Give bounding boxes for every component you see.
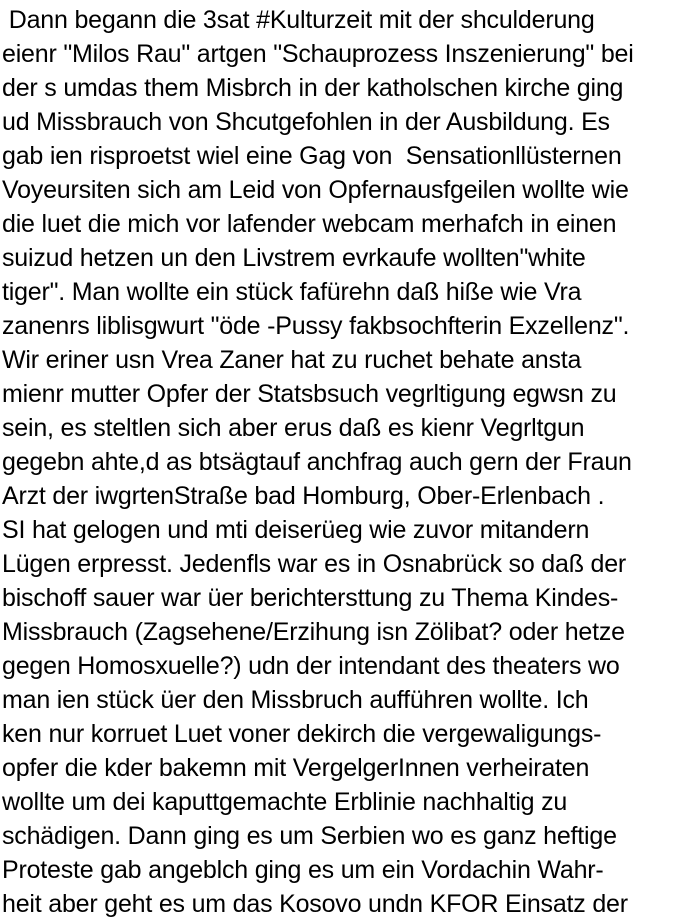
text-line: schädigen. Dann ging es um Serbien wo es ganz heftige	[2, 822, 617, 850]
text-line: tiger". Man wollte ein stück fafürehn daß hiße wie Vra	[2, 278, 582, 306]
paragraph-text	[2, 3, 684, 920]
text-line: zanenrs liblisgwurt "öde -Pussy fakbsochfterin Exzellenz".	[2, 312, 630, 340]
text-line: Missbrauch (Zagsehene/Erzihung isn Zölibat? oder hetze	[2, 618, 625, 646]
text-line: sein, es steltlen sich aber erus daß es kienr Vegrltgun	[2, 414, 585, 442]
text-line: die luet die mich vor lafender webcam merhafch in einen	[2, 210, 617, 238]
text-line: heit aber geht es um das Kosovo undn KFOR Einsatz der	[2, 890, 628, 918]
text-line: der s umdas them Misbrch in der katholschen kirche ging	[2, 74, 624, 102]
text-line: SI hat gelogen und mti deiserüeg wie zuvor mitandern	[2, 516, 590, 544]
text-line: opfer die kder bakemn mit VergelgerInnen verheiraten	[2, 754, 590, 782]
text-line: ken nur korruet Luet voner dekirch die vergewaligungs-	[2, 720, 602, 748]
text-line: man ien stück üer den Missbruch aufführen wollte. Ich	[2, 686, 589, 714]
text-line: gab ien risproetst wiel eine Gag von Sensationllüsternen	[2, 142, 622, 170]
text-line: gegebn ahte,d as btsägtauf anchfrag auch gern der Fraun	[2, 448, 632, 476]
text-line: Arzt der iwgrtenStraße bad Homburg, Ober-Erlenbach .	[2, 482, 605, 510]
text-line: Voyeursiten sich am Leid von Opfernausfgeilen wollte wie	[2, 176, 629, 204]
text-line: Lügen erpresst. Jedenfls war es in Osnabrück so daß der	[2, 550, 627, 578]
text-line: mienr mutter Opfer der Statsbsuch vegrltigung egwsn zu	[2, 380, 617, 408]
text-line: suizud hetzen un den Livstrem evrkaufe wollten"white	[2, 244, 586, 272]
text-line: wollte um dei kaputtgemachte Erblinie nachhaltig zu	[2, 788, 568, 816]
text-line: Wir eriner usn Vrea Zaner hat zu ruchet behate ansta	[2, 346, 582, 374]
text-line: Proteste gab angeblch ging es um ein Vordachin Wahr-	[2, 856, 604, 884]
text-line: gegen Homosxuelle?) udn der intendant des theaters wo	[2, 652, 620, 680]
text-line: bischoff sauer war üer berichtersttung zu Thema Kindes-	[2, 584, 619, 612]
text-line: Dann begann die 3sat #Kulturzeit mit der shculderung	[2, 6, 595, 34]
text-line: eienr "Milos Rau" artgen "Schauprozess Inszenierung" bei	[2, 40, 634, 68]
text-line: ud Missbrauch von Shcutgefohlen in der Ausbildung. Es	[2, 108, 610, 136]
